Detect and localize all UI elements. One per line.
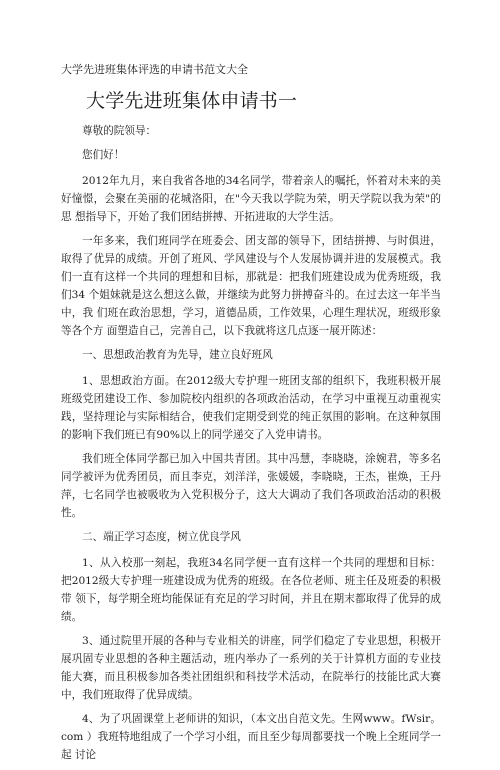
salutation: 尊敬的院领导： bbox=[82, 125, 157, 137]
section-heading: 二、端正学习态度，树立优良学风 bbox=[82, 531, 241, 543]
paragraph: 3、通过院里开展的各种与专业相关的讲座，同学们稳定了专业思想，积极开展巩固专业思想的各种主题活动，班内举办了一系列的关于计算机方面的专业技能大赛，而且积极参加各类社团组织和科技学术活动，在院举行的技能比武大赛中，我们班取得了优异成绩。 bbox=[61, 635, 441, 701]
greeting: 您们好！ bbox=[82, 149, 125, 161]
paragraph: 我们班全体同学都已加入中国共青团。其中冯慧，李晓晓，涂婉君，等多名同学被评为优秀团员，而且李克，刘洋洋，张媛媛，李晓晓，王杰，崔焕，王丹萍，七名同学也被吸收为入党积极分子，这大大调动了我们各项政治活动的积极性。 bbox=[61, 453, 441, 519]
document-body bbox=[61, 122, 441, 770]
paragraph: 1、从入校那一刻起，我班34名同学便一直有这样一个共同的理想和目标：把2012级大专护理一班建设成为优秀的班级。在各位老师、班主任及班委的积极带 领下，每学期全班均能保证有充足的学习时间，并且在期末都取得了优异的成绩。 bbox=[61, 557, 441, 623]
document-title: 大学先进班集体评选的申请书范文大全 bbox=[61, 63, 248, 76]
section-heading: 一、思想政治教育为先导，建立良好班风 bbox=[82, 349, 273, 361]
main-heading: 大学先进班集体申请书一 bbox=[86, 90, 298, 112]
paragraph: 4、为了巩固课堂上老师讲的知识，（本文出自范文先。生网www。fWsir。 com ）我班特地组成了一个学习小组，而且至少每周都要找一个晚上全班同学一起 讨论 bbox=[61, 713, 441, 761]
paragraph: 1、思想政治方面。在2012级大专护理一班团支部的组织下，我班积极开展班级党团建设工作、参加院校内组织的各项政治活动，在学习中重视互动重视实践，坚持理论与实际相结合，使我们定期受到党的纯正氛围的影响。在这种氛围的影响下我们班已有90%以上的同学递交了入党申请书。 bbox=[61, 375, 441, 441]
paragraph: 2012年九月，来自我省各地的34名同学，带着亲人的嘱托，怀着对未来的美 好憧憬，会聚在美丽的花城洛阳，在"今天我以学院为荣，明天学院以我为荣"的思 想指导下，开始了我们团结拼搏、开拓进取的大学生活。 bbox=[61, 175, 441, 223]
paragraph: 一年多来，我们班同学在班委会、团支部的领导下，团结拼搏、与时俱进，取得了优异的成绩。开创了班风、学风建设与个人发展协调并进的发展模式。我们一直有这样一个共同的理想和目标，那就是：把我们班建设成为优秀班级，我们34 个姐妹就是这么想这么做，并继续为此努力拼搏奋斗的。在过去这一年半当中，我 们班在政治思想，学习，道德品质，工作效果，心理生理状况，班级形象等各个方 面塑造自己，完善自己，以下我就将这几点逐一展开陈述： bbox=[61, 235, 441, 337]
